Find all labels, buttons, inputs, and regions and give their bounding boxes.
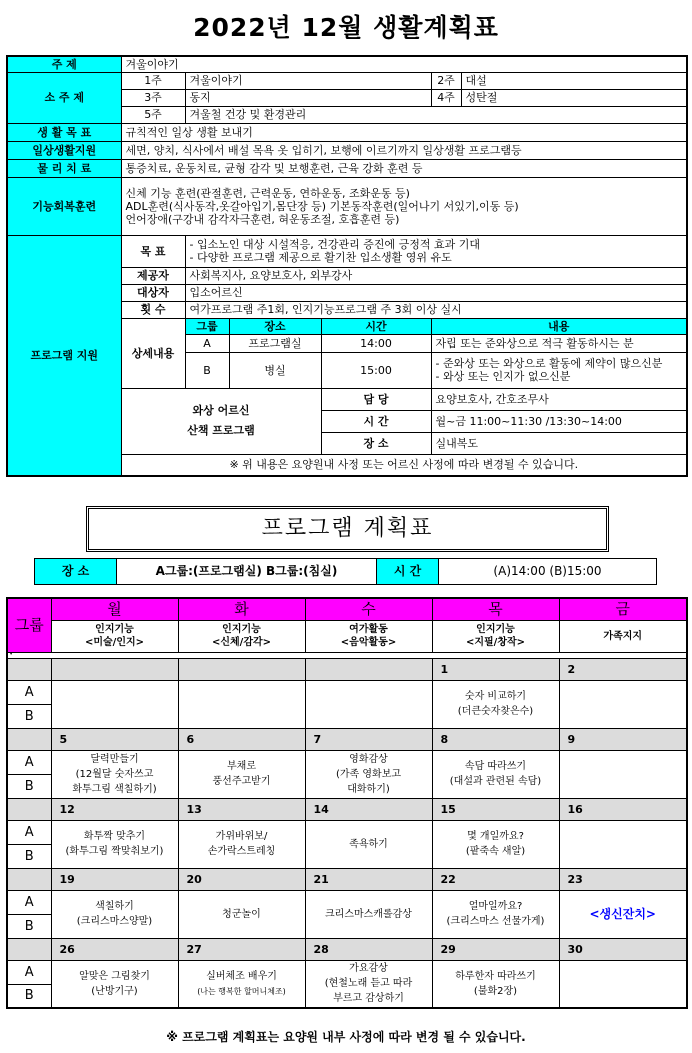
program-line: (더큰숫자찾은수) — [457, 706, 534, 717]
walk-key: 장 소 — [321, 432, 431, 454]
week-2-theme: 대설 — [461, 72, 687, 89]
date-number: 1 — [432, 658, 559, 680]
program-line: 부르고 감상하기 — [333, 993, 404, 1005]
program-cell — [559, 890, 687, 938]
detail-place-b: 병실 — [229, 352, 321, 388]
goal-label: 생 활 목 표 — [7, 123, 121, 141]
notice: ※ 위 내용은 요양원내 사정 또는 어르신 사정에 따라 변경될 수 있습니다. — [121, 454, 687, 476]
program-line: (불화2장) — [473, 985, 518, 997]
date-number: 8 — [432, 728, 559, 750]
date-number: 2 — [559, 658, 687, 680]
detail-content-b — [431, 352, 687, 388]
week-5-theme: 겨울철 건강 및 환경관리 — [185, 106, 687, 123]
detail-header-content: 내용 — [431, 318, 687, 334]
week-4-label: 4주 — [431, 89, 461, 106]
walk-value: 월~금 11:00~11:30 /13:30~14:00 — [431, 410, 687, 432]
physio-value: 통증치료, 운동치료, 균형 감각 및 보행훈련, 근육 강화 훈련 등 — [121, 159, 687, 177]
date-number: 12 — [51, 798, 178, 820]
date-number: 30 — [559, 938, 687, 960]
date-number: 21 — [305, 868, 432, 890]
daily-value: 세면, 양치, 식사에서 배설 목욕 옷 입히기, 보행에 이르기까지 일상생활 프로그램등 — [121, 141, 687, 159]
rehab-line: 언어장애(구강내 감각자극훈련, 혀운동조절, 호흡훈련 등) — [125, 212, 400, 226]
program-line: 청군놀이 — [222, 908, 261, 920]
rehab-label: 기능회복훈련 — [7, 177, 121, 235]
count-value: 여가프로그램 주1회, 인지기능프로그램 주 3회 이상 실시 — [185, 301, 687, 318]
purpose-line: - 입소노인 대상 시설적응, 건강관리 증진에 긍정적 효과 기대 — [189, 238, 480, 251]
program-line: 가위바위보/ — [215, 831, 268, 842]
program-cell — [305, 750, 432, 798]
program-cell — [178, 890, 305, 938]
goal-value: 규칙적인 일상 생활 보내기 — [121, 123, 687, 141]
date-number: 5 — [51, 728, 178, 750]
program-line: (현철노래 듣고 따라 — [324, 978, 413, 990]
program-line: 부채로 — [227, 761, 256, 772]
detail-place-a: 프로그램실 — [229, 334, 321, 352]
day-program — [51, 620, 178, 652]
program-line: 숫자 비교하기 — [464, 691, 527, 702]
walk-value: 실내복도 — [431, 432, 687, 454]
program-line: 실버체조 배우기 — [206, 970, 277, 982]
date-number: 27 — [178, 938, 305, 960]
rehab-line: ADL훈련(식사동작,옷갈아입기,몸단장 등) 기본동작훈련(일어나기 서있기,이동 등) — [125, 199, 519, 213]
day-program — [559, 620, 687, 652]
day-program — [432, 620, 559, 652]
detail-label: 상세내용 — [121, 318, 185, 388]
footer-note: ※ 프로그램 계획표는 요양원 내부 사정에 따라 변경 될 수 있습니다. — [166, 1030, 526, 1044]
provider-value: 사회복지사, 요양보호사, 외부강사 — [185, 267, 687, 284]
program-line: (화투그림 짝맞춰보기) — [65, 846, 164, 857]
program-cell — [51, 820, 178, 868]
program-line: (난방기구) — [91, 985, 138, 997]
day-program-line: <지필/창작> — [465, 637, 526, 648]
program-cell — [178, 820, 305, 868]
program-line: 가요감상 — [349, 963, 388, 975]
program-line: 얼마일까요? — [468, 901, 523, 912]
day-program-line: 여가활동 — [349, 624, 388, 635]
detail-content-line: - 준와상 또는 와상으로 활동에 제약이 많으신분 — [435, 357, 663, 370]
week-4-theme: 성탄절 — [461, 89, 687, 106]
program-line: 풍선주고받기 — [212, 776, 271, 787]
day-program-line: <음악활동> — [340, 637, 397, 648]
program-line: 속담 따라쓰기 — [464, 761, 527, 772]
info-place-value: A그룹:(프로그램실) B그룹:(침실) — [117, 559, 377, 585]
day-program — [305, 620, 432, 652]
program-cell — [305, 890, 432, 938]
program-line: (나는 행복한 할머니체조) — [197, 986, 286, 996]
program-line: 영화감상 — [349, 753, 388, 765]
rehab-line: 신체 기능 훈련(관절훈련, 근력운동, 연하운동, 조화운동 등) — [125, 186, 410, 200]
date-number: 16 — [559, 798, 687, 820]
week-number-corner — [7, 868, 51, 890]
date-number: 9 — [559, 728, 687, 750]
program-line: 달력만들기 — [90, 753, 139, 765]
program-cell — [305, 680, 432, 728]
date-number: 28 — [305, 938, 432, 960]
group-b-label: B — [7, 774, 51, 798]
date-number: 22 — [432, 868, 559, 890]
program-calendar — [6, 597, 688, 1009]
detail-content-line: - 와상 또는 인지가 없으신분 — [435, 370, 571, 383]
program-cell — [51, 680, 178, 728]
week-number-corner — [7, 798, 51, 820]
week-number-corner — [7, 728, 51, 750]
group-a-label: A — [7, 820, 51, 844]
provider-label: 제공자 — [121, 267, 185, 284]
group-a-label: A — [7, 890, 51, 914]
program-cell — [51, 890, 178, 938]
program-line: 화투짝 맞추기 — [83, 831, 146, 842]
date-number: 6 — [178, 728, 305, 750]
program-line: (대설과 관련된 속담) — [449, 776, 542, 787]
group-a-label: A — [7, 750, 51, 774]
program-line: 대화하기) — [347, 783, 390, 795]
program-cell — [305, 960, 432, 1008]
detail-time-a: 14:00 — [321, 334, 431, 352]
program-line: 알맞은 그림찾기 — [79, 970, 150, 982]
walk-key: 담 당 — [321, 388, 431, 410]
walk-key: 시 간 — [321, 410, 431, 432]
program-title: 프로그램 계획표 — [86, 506, 609, 552]
date-number — [305, 658, 432, 680]
program-line: 색칠하기 — [95, 901, 134, 912]
week-5-label: 5주 — [121, 106, 185, 123]
day-program-line: <미술/인지> — [84, 637, 145, 648]
plan-table — [6, 55, 688, 477]
target-label: 대상자 — [121, 284, 185, 301]
date-number: 7 — [305, 728, 432, 750]
program-cell — [178, 960, 305, 1008]
week-3-label: 3주 — [121, 89, 185, 106]
theme-label: 주 제 — [7, 56, 121, 72]
theme-value: 겨울이야기 — [121, 56, 687, 72]
walk-label-line: 산책 프로그램 — [187, 424, 255, 437]
count-label: 횟 수 — [121, 301, 185, 318]
daily-label: 일상생활지원 — [7, 141, 121, 159]
group-a-label: A — [7, 680, 51, 704]
day-program-line: 가족지지 — [603, 630, 643, 642]
program-cell — [51, 960, 178, 1008]
program-cell — [432, 820, 559, 868]
day-program — [178, 620, 305, 652]
week-number-corner — [7, 658, 51, 680]
group-a-label: A — [7, 960, 51, 984]
program-cell — [559, 680, 687, 728]
group-b-label: B — [7, 914, 51, 938]
info-time-label: 시 간 — [377, 559, 439, 585]
week-1-label: 1주 — [121, 72, 185, 89]
day-header: 화 — [178, 598, 305, 620]
date-number: 14 — [305, 798, 432, 820]
group-b-label: B — [7, 844, 51, 868]
page-title: 2022년 12월 생활계획표 — [193, 13, 499, 42]
detail-header-place: 장소 — [229, 318, 321, 334]
program-line: (팥죽속 새알) — [465, 846, 526, 857]
program-line: (가족 영화보고 — [335, 768, 402, 780]
group-header: 그룹 — [7, 598, 51, 652]
program-line: 몇 개일까요? — [467, 831, 524, 842]
detail-time-b: 15:00 — [321, 352, 431, 388]
date-number: 19 — [51, 868, 178, 890]
target-value: 입소어르신 — [185, 284, 687, 301]
date-number: 23 — [559, 868, 687, 890]
date-number — [178, 658, 305, 680]
week-1-theme: 겨울이야기 — [185, 72, 431, 89]
day-program-line: 인지기능 — [222, 624, 261, 635]
program-line: (크리스마스양말) — [76, 916, 153, 927]
program-cell — [559, 750, 687, 798]
week-3-theme: 동지 — [185, 89, 431, 106]
rehab-value — [121, 177, 687, 235]
physio-label: 물 리 치 료 — [7, 159, 121, 177]
purpose-value — [185, 235, 687, 267]
walk-value: 요양보호사, 간호조무사 — [431, 388, 687, 410]
program-line: (12월달 숫자쓰고 — [75, 768, 154, 780]
program-cell — [51, 750, 178, 798]
date-number: 29 — [432, 938, 559, 960]
detail-header-group: 그룹 — [185, 318, 229, 334]
day-header: 금 — [559, 598, 687, 620]
program-cell — [432, 890, 559, 938]
date-number — [51, 658, 178, 680]
program-cell — [432, 960, 559, 1008]
program-label: 프로그램 지원 — [7, 235, 121, 476]
program-cell — [559, 960, 687, 1008]
week-number-corner — [7, 938, 51, 960]
program-line: 족욕하기 — [349, 838, 388, 850]
day-program-line: <신체/감각> — [211, 637, 272, 648]
program-line: 화투그림 색칠하기) — [72, 783, 157, 795]
date-number: 20 — [178, 868, 305, 890]
program-line: (크리스마스 선물가게) — [446, 916, 545, 927]
day-program-line: 인지기능 — [476, 624, 515, 635]
program-line: 크리스마스캐롤감상 — [325, 908, 412, 920]
date-number: 26 — [51, 938, 178, 960]
week-2-label: 2주 — [431, 72, 461, 89]
date-number: 13 — [178, 798, 305, 820]
program-cell — [559, 820, 687, 868]
program-cell — [178, 750, 305, 798]
subtheme-label: 소 주 제 — [7, 72, 121, 123]
detail-content-a: 자립 또는 준와상으로 적극 활동하시는 분 — [431, 334, 687, 352]
program-cell — [305, 820, 432, 868]
program-line: 하루한자 따라쓰기 — [455, 970, 536, 982]
info-time-value: (A)14:00 (B)15:00 — [439, 559, 657, 585]
day-header: 수 — [305, 598, 432, 620]
detail-group-b: B — [185, 352, 229, 388]
program-cell — [432, 680, 559, 728]
info-place-label: 장 소 — [35, 559, 117, 585]
group-b-label: B — [7, 704, 51, 728]
purpose-label: 목 표 — [121, 235, 185, 267]
date-number: 15 — [432, 798, 559, 820]
info-bar — [34, 558, 657, 585]
walk-program-label — [121, 388, 321, 454]
program-line: <생신잔치> — [589, 906, 656, 921]
group-b-label: B — [7, 984, 51, 1008]
detail-group-a: A — [185, 334, 229, 352]
purpose-line: - 다양한 프로그램 제공으로 활기찬 입소생활 영위 유도 — [189, 251, 452, 264]
program-line: 손가락스트레칭 — [207, 846, 276, 857]
program-cell — [178, 680, 305, 728]
program-cell — [432, 750, 559, 798]
day-header: 목 — [432, 598, 559, 620]
walk-label-line: 와상 어르신 — [192, 404, 250, 417]
day-header: 월 — [51, 598, 178, 620]
day-program-line: 인지기능 — [95, 624, 134, 635]
detail-header-time: 시간 — [321, 318, 431, 334]
